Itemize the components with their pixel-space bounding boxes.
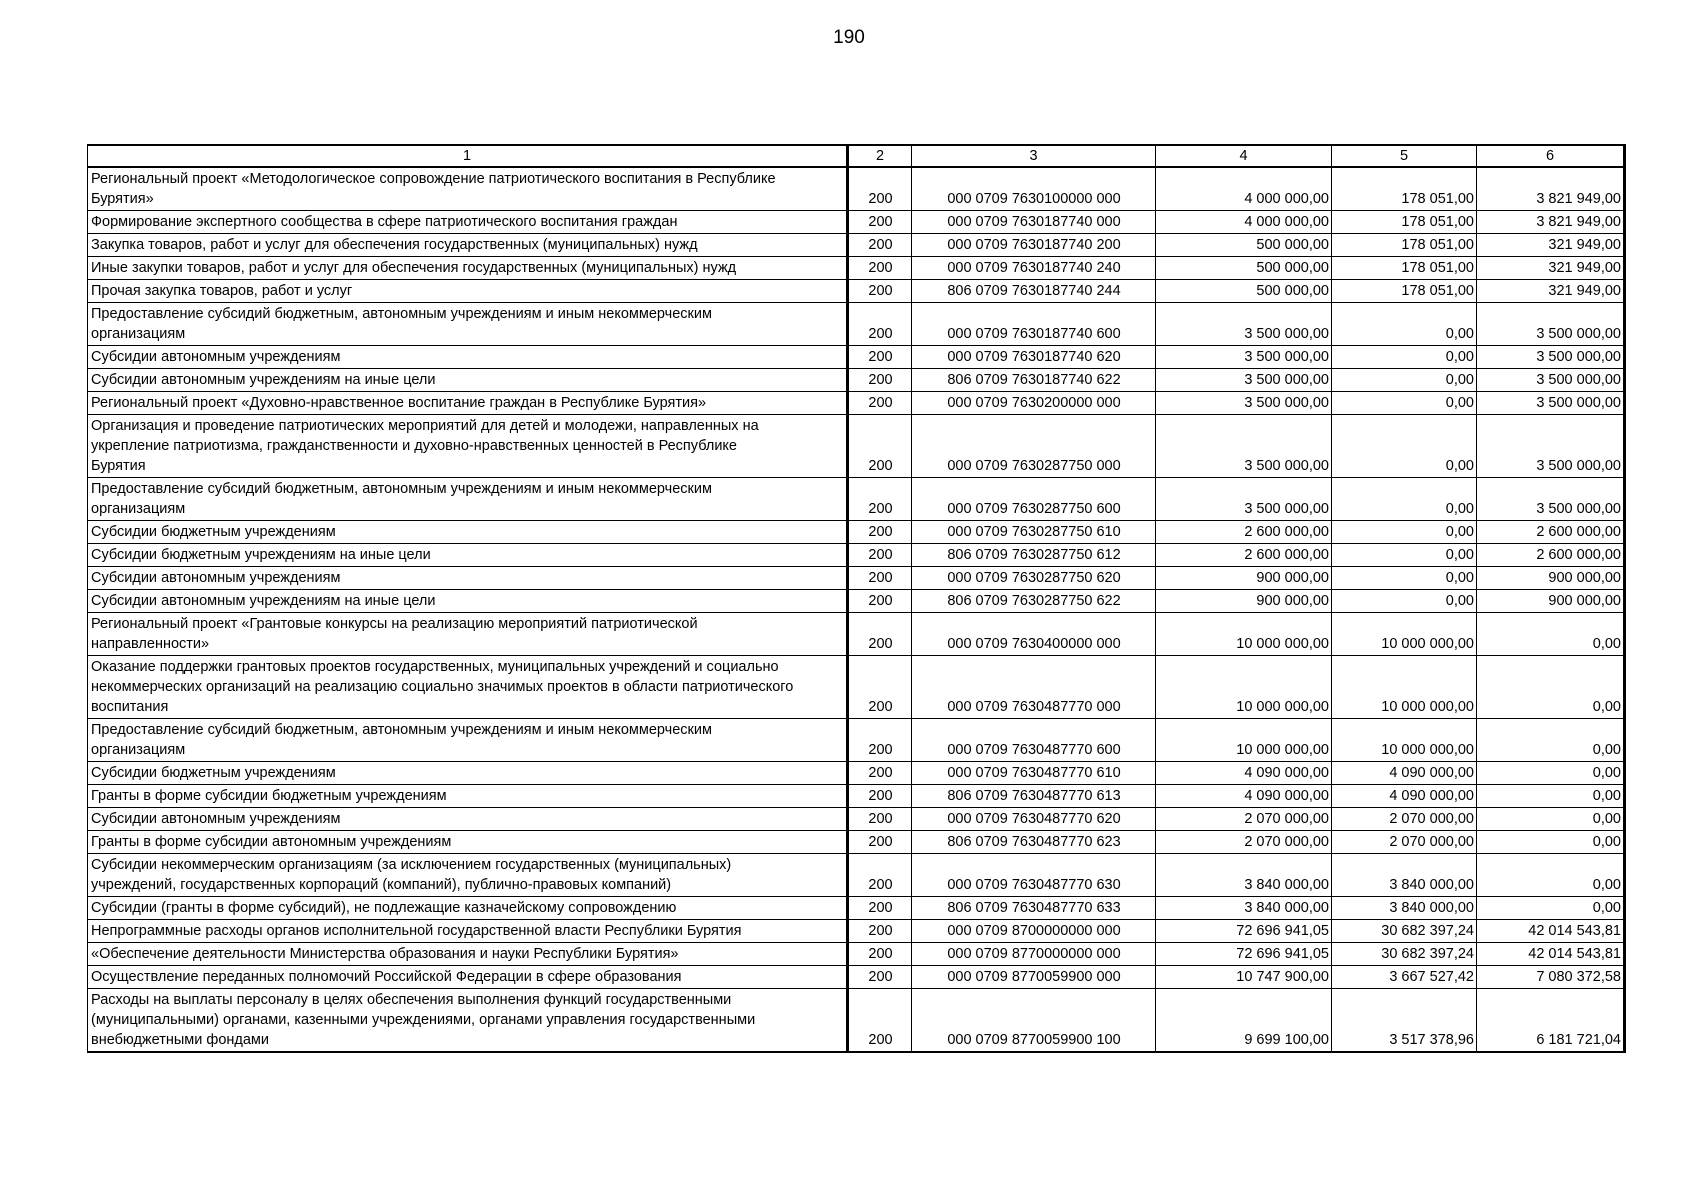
row-col-5-amount: 0,00 xyxy=(1332,478,1477,521)
table-row xyxy=(88,719,1625,762)
row-col-4-amount: 3 500 000,00 xyxy=(1156,392,1332,415)
row-budget-code: 000 0709 8700000000 000 xyxy=(912,920,1156,943)
row-col-5-amount: 0,00 xyxy=(1332,303,1477,346)
row-col-6-amount: 3 500 000,00 xyxy=(1477,415,1625,478)
row-col-4-amount: 4 090 000,00 xyxy=(1156,762,1332,785)
row-col-4-amount: 4 000 000,00 xyxy=(1156,167,1332,211)
row-col-4-amount: 2 070 000,00 xyxy=(1156,831,1332,854)
row-col-6-amount: 3 500 000,00 xyxy=(1477,369,1625,392)
row-description: Региональный проект «Методологическое сопровождение патриотического воспитания в Республике Бурятия» xyxy=(88,167,848,211)
row-col-2: 200 xyxy=(848,831,912,854)
row-budget-code: 000 0709 7630187740 200 xyxy=(912,234,1156,257)
row-col-4-amount: 2 070 000,00 xyxy=(1156,808,1332,831)
row-budget-code: 000 0709 7630400000 000 xyxy=(912,613,1156,656)
row-description: Региональный проект «Духовно-нравственное воспитание граждан в Республике Бурятия» xyxy=(88,392,848,415)
row-budget-code: 806 0709 7630187740 622 xyxy=(912,369,1156,392)
row-col-5-amount: 2 070 000,00 xyxy=(1332,808,1477,831)
row-col-5-amount: 0,00 xyxy=(1332,590,1477,613)
row-col-2: 200 xyxy=(848,656,912,719)
row-col-5-amount: 3 667 527,42 xyxy=(1332,966,1477,989)
table-row xyxy=(88,854,1625,897)
row-description: Осуществление переданных полномочий Российской Федерации в сфере образования xyxy=(88,966,848,989)
row-col-6-amount: 3 500 000,00 xyxy=(1477,392,1625,415)
row-col-4-amount: 9 699 100,00 xyxy=(1156,989,1332,1053)
row-col-4-amount: 3 500 000,00 xyxy=(1156,346,1332,369)
row-col-2: 200 xyxy=(848,785,912,808)
row-col-2: 200 xyxy=(848,854,912,897)
table-row xyxy=(88,989,1625,1053)
table-row xyxy=(88,808,1625,831)
row-budget-code: 000 0709 7630187740 240 xyxy=(912,257,1156,280)
row-col-2: 200 xyxy=(848,719,912,762)
row-col-4-amount: 3 500 000,00 xyxy=(1156,478,1332,521)
row-description: Оказание поддержки грантовых проектов государственных, муниципальных учреждений и социально некоммерческих организаций на реализацию социально значимых проектов в области патриотического воспитания xyxy=(88,656,848,719)
table-row xyxy=(88,897,1625,920)
row-description: Предоставление субсидий бюджетным, автономным учреждениям и иным некоммерческим организациям xyxy=(88,303,848,346)
row-col-2: 200 xyxy=(848,346,912,369)
table-row xyxy=(88,369,1625,392)
row-col-2: 200 xyxy=(848,478,912,521)
row-budget-code: 000 0709 7630487770 000 xyxy=(912,656,1156,719)
row-col-5-amount: 0,00 xyxy=(1332,392,1477,415)
row-budget-code: 806 0709 7630187740 244 xyxy=(912,280,1156,303)
table-row xyxy=(88,280,1625,303)
row-col-2: 200 xyxy=(848,280,912,303)
row-col-2: 200 xyxy=(848,211,912,234)
row-col-4-amount: 72 696 941,05 xyxy=(1156,943,1332,966)
row-col-4-amount: 72 696 941,05 xyxy=(1156,920,1332,943)
header-col-4: 4 xyxy=(1156,145,1332,167)
row-budget-code: 806 0709 7630487770 613 xyxy=(912,785,1156,808)
row-col-2: 200 xyxy=(848,257,912,280)
row-budget-code: 000 0709 7630287750 600 xyxy=(912,478,1156,521)
row-budget-code: 000 0709 8770059900 000 xyxy=(912,966,1156,989)
row-col-4-amount: 3 500 000,00 xyxy=(1156,415,1332,478)
row-col-5-amount: 178 051,00 xyxy=(1332,167,1477,211)
header-col-3: 3 xyxy=(912,145,1156,167)
table-row xyxy=(88,656,1625,719)
row-description: Иные закупки товаров, работ и услуг для обеспечения государственных (муниципальных) нужд xyxy=(88,257,848,280)
row-budget-code: 000 0709 7630187740 000 xyxy=(912,211,1156,234)
row-col-5-amount: 4 090 000,00 xyxy=(1332,762,1477,785)
table-row xyxy=(88,211,1625,234)
row-col-2: 200 xyxy=(848,989,912,1053)
row-col-2: 200 xyxy=(848,590,912,613)
table-row xyxy=(88,966,1625,989)
row-col-6-amount: 0,00 xyxy=(1477,656,1625,719)
row-col-5-amount: 10 000 000,00 xyxy=(1332,656,1477,719)
row-description: Субсидии автономным учреждениям на иные цели xyxy=(88,369,848,392)
row-col-6-amount: 0,00 xyxy=(1477,613,1625,656)
row-description: Предоставление субсидий бюджетным, автономным учреждениям и иным некоммерческим организациям xyxy=(88,719,848,762)
row-col-4-amount: 500 000,00 xyxy=(1156,280,1332,303)
row-col-2: 200 xyxy=(848,943,912,966)
row-col-2: 200 xyxy=(848,544,912,567)
row-col-6-amount: 0,00 xyxy=(1477,762,1625,785)
row-col-4-amount: 10 000 000,00 xyxy=(1156,719,1332,762)
row-col-4-amount: 3 500 000,00 xyxy=(1156,303,1332,346)
table-row xyxy=(88,346,1625,369)
row-col-2: 200 xyxy=(848,920,912,943)
row-description: Субсидии бюджетным учреждениям xyxy=(88,521,848,544)
table-row xyxy=(88,831,1625,854)
row-col-4-amount: 2 600 000,00 xyxy=(1156,521,1332,544)
row-description: «Обеспечение деятельности Министерства образования и науки Республики Бурятия» xyxy=(88,943,848,966)
row-col-4-amount: 900 000,00 xyxy=(1156,567,1332,590)
row-budget-code: 000 0709 8770000000 000 xyxy=(912,943,1156,966)
table-row xyxy=(88,920,1625,943)
table-row xyxy=(88,257,1625,280)
row-col-4-amount: 2 600 000,00 xyxy=(1156,544,1332,567)
row-col-2: 200 xyxy=(848,392,912,415)
row-col-5-amount: 0,00 xyxy=(1332,567,1477,590)
row-col-5-amount: 30 682 397,24 xyxy=(1332,943,1477,966)
row-col-6-amount: 0,00 xyxy=(1477,808,1625,831)
row-col-4-amount: 4 090 000,00 xyxy=(1156,785,1332,808)
row-col-2: 200 xyxy=(848,167,912,211)
row-col-5-amount: 3 517 378,96 xyxy=(1332,989,1477,1053)
row-col-4-amount: 3 500 000,00 xyxy=(1156,369,1332,392)
row-col-6-amount: 0,00 xyxy=(1477,831,1625,854)
row-col-6-amount: 321 949,00 xyxy=(1477,257,1625,280)
row-description: Прочая закупка товаров, работ и услуг xyxy=(88,280,848,303)
row-col-5-amount: 178 051,00 xyxy=(1332,234,1477,257)
row-col-4-amount: 500 000,00 xyxy=(1156,234,1332,257)
row-col-6-amount: 6 181 721,04 xyxy=(1477,989,1625,1053)
table-row xyxy=(88,415,1625,478)
table-row xyxy=(88,613,1625,656)
row-budget-code: 000 0709 7630100000 000 xyxy=(912,167,1156,211)
row-budget-code: 806 0709 7630487770 623 xyxy=(912,831,1156,854)
table-row xyxy=(88,785,1625,808)
row-budget-code: 806 0709 7630287750 622 xyxy=(912,590,1156,613)
table-row xyxy=(88,478,1625,521)
row-budget-code: 000 0709 7630487770 620 xyxy=(912,808,1156,831)
row-col-4-amount: 10 747 900,00 xyxy=(1156,966,1332,989)
row-budget-code: 000 0709 7630487770 600 xyxy=(912,719,1156,762)
row-description: Формирование экспертного сообщества в сфере патриотического воспитания граждан xyxy=(88,211,848,234)
row-col-5-amount: 0,00 xyxy=(1332,521,1477,544)
row-description: Субсидии автономным учреждениям на иные цели xyxy=(88,590,848,613)
table-row xyxy=(88,943,1625,966)
row-col-2: 200 xyxy=(848,808,912,831)
table-row xyxy=(88,567,1625,590)
row-description: Гранты в форме субсидии автономным учреждениям xyxy=(88,831,848,854)
row-col-2: 200 xyxy=(848,966,912,989)
row-budget-code: 000 0709 7630287750 610 xyxy=(912,521,1156,544)
row-budget-code: 000 0709 7630187740 600 xyxy=(912,303,1156,346)
row-col-5-amount: 10 000 000,00 xyxy=(1332,613,1477,656)
row-col-2: 200 xyxy=(848,303,912,346)
row-col-4-amount: 3 840 000,00 xyxy=(1156,897,1332,920)
row-description: Организация и проведение патриотических мероприятий для детей и молодежи, направленных на укрепление патриотизма, гражданственности и духовно-нравственных ценностей в Республике Бурятия xyxy=(88,415,848,478)
row-description: Региональный проект «Грантовые конкурсы на реализацию мероприятий патриотической направленности» xyxy=(88,613,848,656)
row-col-2: 200 xyxy=(848,234,912,257)
row-budget-code: 806 0709 7630487770 633 xyxy=(912,897,1156,920)
table-row xyxy=(88,392,1625,415)
row-col-6-amount: 2 600 000,00 xyxy=(1477,521,1625,544)
row-description: Расходы на выплаты персоналу в целях обеспечения выполнения функций государственными (муниципальными) органами, казенными учреждениями, органами управления государственными внебюджетными фондами xyxy=(88,989,848,1053)
table-row xyxy=(88,234,1625,257)
row-col-4-amount: 3 840 000,00 xyxy=(1156,854,1332,897)
row-budget-code: 000 0709 7630187740 620 xyxy=(912,346,1156,369)
row-description: Субсидии бюджетным учреждениям xyxy=(88,762,848,785)
row-col-5-amount: 10 000 000,00 xyxy=(1332,719,1477,762)
row-col-5-amount: 4 090 000,00 xyxy=(1332,785,1477,808)
row-col-2: 200 xyxy=(848,415,912,478)
row-budget-code: 806 0709 7630287750 612 xyxy=(912,544,1156,567)
row-col-4-amount: 4 000 000,00 xyxy=(1156,211,1332,234)
table-row xyxy=(88,521,1625,544)
row-col-5-amount: 0,00 xyxy=(1332,346,1477,369)
row-col-2: 200 xyxy=(848,762,912,785)
header-col-1: 1 xyxy=(88,145,848,167)
row-col-2: 200 xyxy=(848,897,912,920)
row-budget-code: 000 0709 7630200000 000 xyxy=(912,392,1156,415)
row-col-4-amount: 10 000 000,00 xyxy=(1156,613,1332,656)
header-col-2: 2 xyxy=(848,145,912,167)
row-budget-code: 000 0709 7630287750 620 xyxy=(912,567,1156,590)
row-col-5-amount: 0,00 xyxy=(1332,369,1477,392)
header-col-6: 6 xyxy=(1477,145,1625,167)
row-col-5-amount: 30 682 397,24 xyxy=(1332,920,1477,943)
row-description: Субсидии (гранты в форме субсидий), не подлежащие казначейскому сопровождению xyxy=(88,897,848,920)
row-budget-code: 000 0709 7630487770 610 xyxy=(912,762,1156,785)
row-col-5-amount: 3 840 000,00 xyxy=(1332,897,1477,920)
row-budget-code: 000 0709 7630487770 630 xyxy=(912,854,1156,897)
row-description: Субсидии автономным учреждениям xyxy=(88,567,848,590)
table-row xyxy=(88,544,1625,567)
row-description: Субсидии автономным учреждениям xyxy=(88,346,848,369)
row-col-6-amount: 0,00 xyxy=(1477,854,1625,897)
row-col-2: 200 xyxy=(848,369,912,392)
row-col-6-amount: 2 600 000,00 xyxy=(1477,544,1625,567)
row-col-4-amount: 10 000 000,00 xyxy=(1156,656,1332,719)
row-description: Закупка товаров, работ и услуг для обеспечения государственных (муниципальных) нужд xyxy=(88,234,848,257)
row-col-6-amount: 3 500 000,00 xyxy=(1477,478,1625,521)
header-col-5: 5 xyxy=(1332,145,1477,167)
row-budget-code: 000 0709 7630287750 000 xyxy=(912,415,1156,478)
row-budget-code: 000 0709 8770059900 100 xyxy=(912,989,1156,1053)
row-col-6-amount: 42 014 543,81 xyxy=(1477,920,1625,943)
row-description: Гранты в форме субсидии бюджетным учреждениям xyxy=(88,785,848,808)
table-row xyxy=(88,167,1625,211)
row-col-6-amount: 900 000,00 xyxy=(1477,590,1625,613)
row-col-6-amount: 0,00 xyxy=(1477,785,1625,808)
row-col-2: 200 xyxy=(848,567,912,590)
row-col-5-amount: 3 840 000,00 xyxy=(1332,854,1477,897)
row-col-5-amount: 0,00 xyxy=(1332,415,1477,478)
table-header-row xyxy=(88,145,1625,167)
row-col-2: 200 xyxy=(848,521,912,544)
row-col-6-amount: 7 080 372,58 xyxy=(1477,966,1625,989)
row-description: Непрограммные расходы органов исполнительной государственной власти Республики Бурятия xyxy=(88,920,848,943)
table-row xyxy=(88,762,1625,785)
row-col-5-amount: 178 051,00 xyxy=(1332,211,1477,234)
row-col-5-amount: 0,00 xyxy=(1332,544,1477,567)
budget-table xyxy=(87,144,1626,1053)
row-col-6-amount: 0,00 xyxy=(1477,897,1625,920)
row-col-5-amount: 178 051,00 xyxy=(1332,257,1477,280)
table-row xyxy=(88,303,1625,346)
row-col-6-amount: 3 500 000,00 xyxy=(1477,303,1625,346)
row-col-6-amount: 42 014 543,81 xyxy=(1477,943,1625,966)
row-col-6-amount: 321 949,00 xyxy=(1477,280,1625,303)
row-col-2: 200 xyxy=(848,613,912,656)
row-col-6-amount: 900 000,00 xyxy=(1477,567,1625,590)
row-description: Субсидии некоммерческим организациям (за исключением государственных (муниципальных) учреждений, государственных корпораций (компаний), публично-правовых компаний) xyxy=(88,854,848,897)
row-col-5-amount: 178 051,00 xyxy=(1332,280,1477,303)
row-col-6-amount: 0,00 xyxy=(1477,719,1625,762)
table-row xyxy=(88,590,1625,613)
row-description: Субсидии бюджетным учреждениям на иные цели xyxy=(88,544,848,567)
row-description: Предоставление субсидий бюджетным, автономным учреждениям и иным некоммерческим организациям xyxy=(88,478,848,521)
row-col-6-amount: 3 821 949,00 xyxy=(1477,211,1625,234)
row-col-4-amount: 500 000,00 xyxy=(1156,257,1332,280)
row-col-6-amount: 321 949,00 xyxy=(1477,234,1625,257)
row-col-4-amount: 900 000,00 xyxy=(1156,590,1332,613)
row-col-5-amount: 2 070 000,00 xyxy=(1332,831,1477,854)
page-number: 190 xyxy=(833,27,865,48)
row-description: Субсидии автономным учреждениям xyxy=(88,808,848,831)
row-col-6-amount: 3 821 949,00 xyxy=(1477,167,1625,211)
row-col-6-amount: 3 500 000,00 xyxy=(1477,346,1625,369)
